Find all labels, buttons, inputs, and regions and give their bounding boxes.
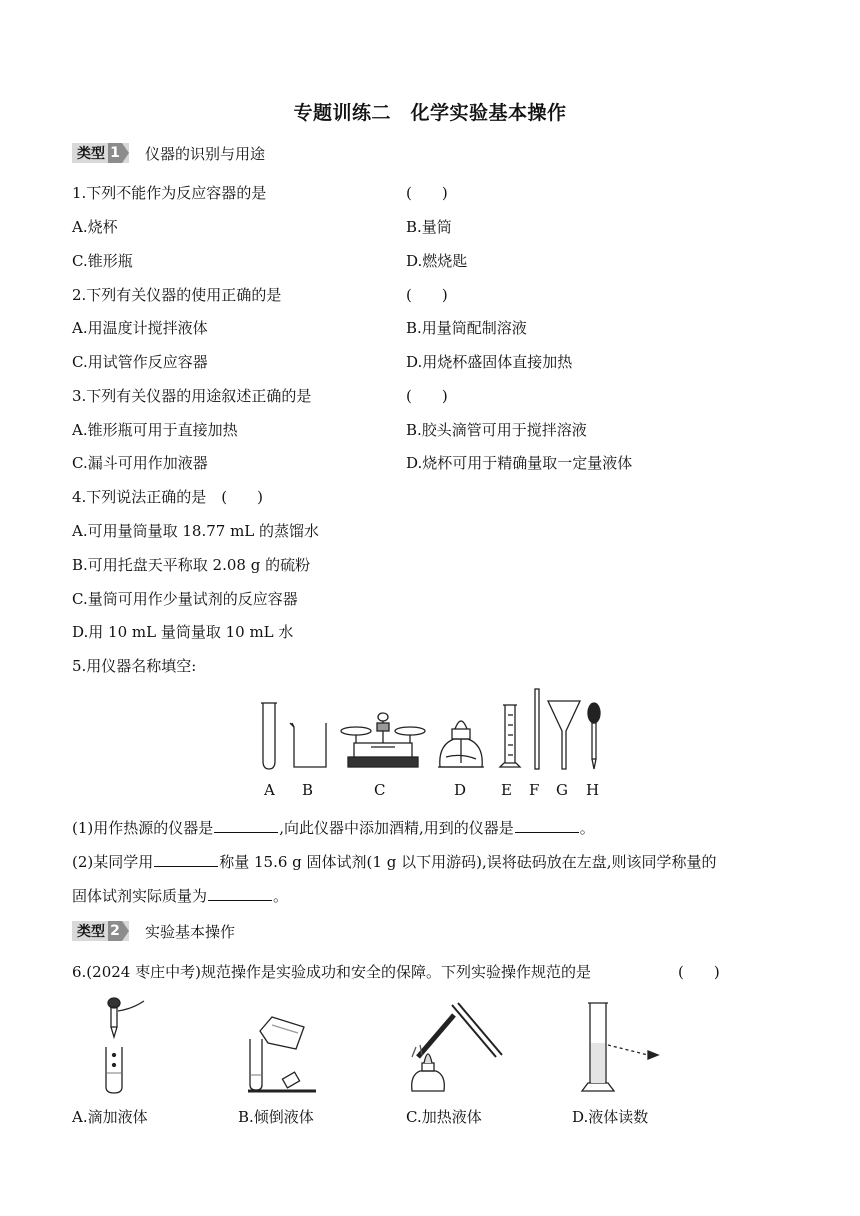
section-badge (72, 921, 129, 941)
q3-option-c: C.漏斗可用作加液器 (72, 454, 208, 472)
q5-p2-text-b: 称量 15.6 g 固体试剂(1 g 以下用游码),误将砝码放在左盘,则该同学称量的 (219, 853, 717, 871)
q6-answer-paren: ( ) (678, 963, 720, 981)
apparatus-label-g: G (556, 781, 568, 799)
q4-option-b: B.可用托盘天平称取 2.08 g 的硫粉 (72, 556, 311, 574)
q6-figures (72, 995, 692, 1095)
q4-stem: 4.下列说法正确的是 ( ) (72, 488, 264, 506)
q5-p1-text-c: 。 (579, 819, 595, 837)
q5-p2-text-a: (2)某同学用 (72, 853, 154, 871)
badge-number: 2 (108, 921, 122, 941)
q5-p2-text-c: 固体试剂实际质量为 (72, 887, 208, 905)
badge-arrow-icon (122, 143, 129, 163)
funnel-icon (548, 701, 580, 769)
q1-answer-paren: ( ) (406, 184, 448, 202)
badge-arrow-icon (122, 921, 129, 941)
q4-option-d: D.用 10 mL 量筒量取 10 mL 水 (72, 623, 294, 641)
q6-option-d-label: D.液体读数 (572, 1108, 649, 1126)
q3-option-b: B.胶头滴管可用于搅拌溶液 (406, 421, 587, 439)
answer-blank[interactable] (154, 851, 218, 867)
q5-part-2-cont (72, 885, 288, 906)
q5-p1-text-b: ,向此仪器中添加酒精,用到的仪器是 (279, 819, 514, 837)
q3-option-a: A.锥形瓶可用于直接加热 (72, 421, 238, 439)
test-tube-icon (261, 703, 277, 769)
q1-stem: 1.下列不能作为反应容器的是 (72, 184, 267, 202)
answer-blank[interactable] (208, 885, 272, 901)
apparatus-label-d: D (454, 781, 467, 799)
q5-stem: 5.用仪器名称填空: (72, 657, 197, 675)
q2-option-a: A.用温度计搅拌液体 (72, 319, 208, 337)
q2-answer-paren: ( ) (406, 286, 448, 304)
q3-option-d: D.烧杯可用于精确量取一定量液体 (406, 454, 633, 472)
apparatus-label-h: H (586, 781, 600, 799)
page-title: 专题训练二 化学实验基本操作 (293, 102, 567, 124)
q5-part-1 (72, 817, 595, 838)
q6-option-c-label: C.加热液体 (406, 1108, 482, 1126)
q1-option-b: B.量筒 (406, 218, 452, 236)
q4-option-c: C.量筒可用作少量试剂的反应容器 (72, 590, 298, 608)
q5-part-2 (72, 851, 716, 872)
badge-label: 类型 (77, 146, 105, 162)
badge-label: 类型 (77, 924, 105, 940)
glass-rod-icon (535, 689, 539, 769)
apparatus-label-c: C (374, 781, 386, 799)
q6-stem: 6.(2024 枣庄中考)规范操作是实验成功和安全的保障。下列实验操作规范的是 (72, 963, 591, 981)
q2-option-d: D.用烧杯盛固体直接加热 (406, 353, 573, 371)
graduated-cylinder-icon (500, 705, 520, 767)
badge-number: 1 (108, 143, 122, 163)
section-header-2 (72, 920, 235, 942)
q3-answer-paren: ( ) (406, 387, 448, 405)
answer-blank[interactable] (515, 817, 579, 833)
section-badge (72, 143, 129, 163)
q4-option-a: A.可用量筒量取 18.77 mL 的蒸馏水 (72, 522, 320, 540)
q6-option-a-label: A.滴加液体 (72, 1108, 148, 1126)
q2-option-b: B.用量筒配制溶液 (406, 319, 527, 337)
balance-icon (341, 713, 425, 767)
q2-stem: 2.下列有关仪器的使用正确的是 (72, 286, 282, 304)
q1-option-c: C.锥形瓶 (72, 252, 133, 270)
q5-p2-text-d: 。 (273, 887, 289, 905)
answer-blank[interactable] (214, 817, 278, 833)
dropper-icon (588, 703, 600, 769)
section-header-1 (72, 142, 265, 164)
q5-apparatus-figure (250, 683, 620, 803)
alcohol-lamp-icon (438, 721, 484, 767)
q6-option-b-label: B.倾倒液体 (238, 1108, 314, 1126)
q3-stem: 3.下列有关仪器的用途叙述正确的是 (72, 387, 312, 405)
apparatus-label-a: A (264, 781, 275, 799)
q1-option-a: A.烧杯 (72, 218, 118, 236)
beaker-icon (290, 723, 326, 767)
section-title: 实验基本操作 (145, 922, 236, 941)
reading-liquid-icon (582, 1003, 658, 1091)
dropping-liquid-icon (106, 998, 144, 1093)
q1-option-d: D.燃烧匙 (406, 252, 468, 270)
apparatus-label-e: E (501, 781, 512, 799)
heating-liquid-icon (412, 1003, 502, 1091)
section-title: 仪器的识别与用途 (145, 144, 266, 163)
apparatus-label-b: B (302, 781, 314, 799)
q2-option-c: C.用试管作反应容器 (72, 353, 208, 371)
pouring-liquid-icon (248, 1017, 316, 1091)
q5-p1-text-a: (1)用作热源的仪器是 (72, 819, 214, 837)
apparatus-label-f: F (529, 781, 540, 799)
